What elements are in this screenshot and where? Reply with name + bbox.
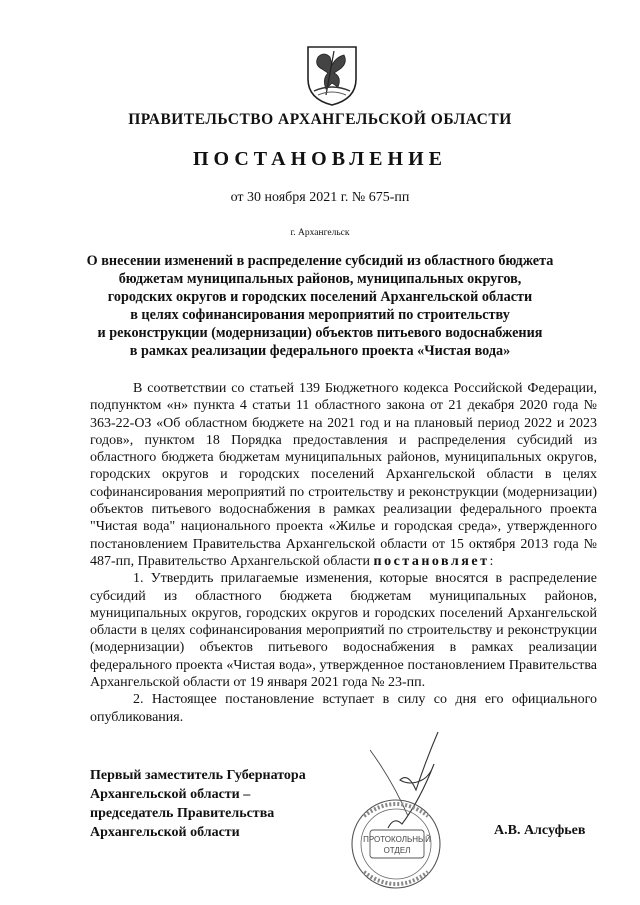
coat-of-arms-emblem <box>304 43 360 107</box>
date-number: от 30 ноября 2021 г. № 675-пп <box>230 190 410 205</box>
title-line: в целях софинансирования мероприятий по строительству <box>130 307 510 323</box>
resolves-suffix: : <box>489 553 494 569</box>
title-line: О внесении изменений в распределение субсидий из областного бюджета <box>86 253 554 269</box>
item-1: 1. Утвердить прилагаемые изменения, которые вносятся в распределение субсидий из областного бюджета бюджетам муниципальных районов, муниципальных округов, городских округов и городских поселений Архангельской области в целях софинансирования мероприятий по строительству и реконструкции (модернизации) объектов питьевого водоснабжения в рамках реализации федерального проекта «Чистая вода», утвержденное постановлением Правительства Архангельской области от 19 января 2021 года № 23-пп. <box>90 571 597 691</box>
item-2: 2. Настоящее постановление вступает в силу со дня его официального опубликования. <box>90 692 597 725</box>
position-line: Архангельской области <box>90 825 240 840</box>
document-title <box>0 252 640 360</box>
organization-name: ПРАВИТЕЛЬСТВО АРХАНГЕЛЬСКОЙ ОБЛАСТИ <box>128 111 512 128</box>
title-line: бюджетам муниципальных районов, муниципальных округов, <box>118 271 522 287</box>
document-body <box>90 380 597 726</box>
title-line: городских округов и городских поселений Архангельской области <box>107 289 533 305</box>
position-line: Первый заместитель Губернатора <box>90 768 306 783</box>
position-line: Архангельской области – <box>90 787 251 802</box>
preamble-text: В соответствии со статьей 139 Бюджетного кодекса Российской Федерации, подпунктом «н» пункта 4 статьи 11 областного закона от 21 декабря 2020 года № 363-22-ОЗ «Об областном бюджете на 2021 год и на плановый период 2022 и 2023 годов», пунктом 18 Порядка предоставления и распределения субсидий из областного бюджета бюджетам муниципальных районов, муниципальных округов, городских округов и городских поселений Архангельской области в целях софинансирования мероприятий по строительству и реконструкции (модернизации) объектов питьевого водоснабжения в рамках реализации федерального проекта "Чистая вода" национального проекта «Жилье и городская среда», утвержденного постановлением Правительства Архангельской области от 15 октября 2013 года № 487-пп, Правительство Архангельской области <box>90 381 597 569</box>
document-type: ПОСТАНОВЛЕНИЕ <box>193 148 447 170</box>
position-line: председатель Правительства <box>90 806 275 821</box>
svg-text:ПРОТОКОЛЬНЫЙ: ПРОТОКОЛЬНЫЙ <box>363 835 431 844</box>
signatory-position <box>90 766 306 842</box>
title-line: в рамках реализации федерального проекта «Чистая вода» <box>129 343 511 359</box>
official-stamp-and-signature <box>330 720 470 890</box>
resolves-word: постановляет <box>373 553 490 569</box>
city: г. Архангельск <box>290 228 350 238</box>
signatory-name: А.В. Алсуфьев <box>494 823 586 838</box>
preamble-paragraph <box>90 380 597 570</box>
title-line: и реконструкции (модернизации) объектов питьевого водоснабжения <box>97 325 543 341</box>
svg-text:ОТДЕЛ: ОТДЕЛ <box>383 846 411 855</box>
